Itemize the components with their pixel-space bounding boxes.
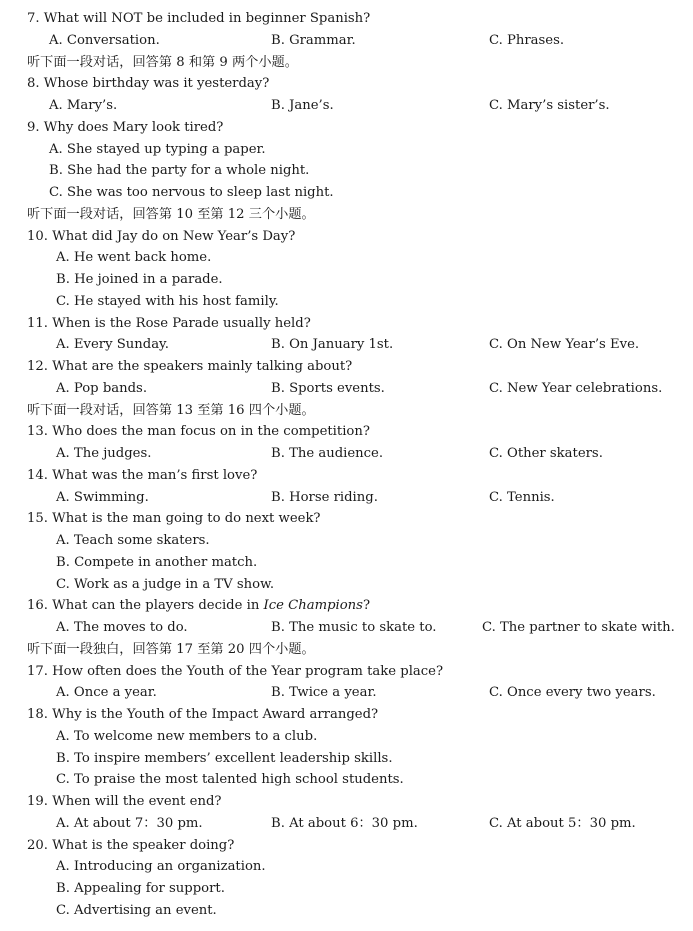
question-text: 8. Whose birthday was it yesterday? — [27, 76, 270, 92]
answer-option-a: A. Every Sunday. — [56, 337, 169, 353]
answer-option-b: B. On January 1st. — [271, 337, 394, 353]
answer-option-c: C. On New Year’s Eve. — [489, 337, 640, 353]
answer-option: A. Teach some skaters. — [56, 533, 210, 548]
answer-options-row — [0, 813, 693, 835]
question-text: 17. How often does the Youth of the Year program take place? — [27, 663, 444, 679]
exam-page — [0, 8, 693, 922]
answer-option: A. She stayed up typing a paper. — [49, 141, 266, 157]
answer-option-a: A. Mary’s. — [49, 98, 118, 113]
answer-options-row — [0, 378, 693, 400]
answer-option-b: B. Jane’s. — [271, 98, 334, 113]
question-text: 10. What did Jay do on New Year’s Day? — [27, 228, 296, 244]
answer-option-a: A. The moves to do. — [56, 620, 188, 635]
section-instruction: 听下面一段独白，回答第 17 至第 20 四个小题。 — [27, 641, 315, 657]
answer-option-b: B. Grammar. — [271, 32, 356, 48]
answer-option: A. He went back home. — [56, 250, 212, 266]
answer-option-b: B. The music to skate to. — [271, 620, 437, 635]
answer-option: B. Compete in another match. — [56, 554, 258, 570]
answer-option: B. He joined in a parade. — [56, 272, 223, 287]
question-text — [0, 595, 693, 617]
question-text: 9. Why does Mary look tired? — [27, 119, 224, 135]
section-instruction: 听下面一段对话，回答第 8 和第 9 两个小题。 — [27, 54, 298, 70]
section-instruction: 听下面一段对话，回答第 10 至第 12 三个小题。 — [27, 206, 315, 222]
answer-option: C. Advertising an event. — [56, 902, 217, 918]
answer-options-row — [0, 443, 693, 465]
question-text: 19. When will the event end? — [27, 794, 222, 809]
answer-option: B. She had the party for a whole night. — [49, 163, 310, 179]
answer-options-row — [0, 95, 693, 117]
question-text-main: 16. What can the players decide in — [27, 598, 264, 614]
answer-option-a: A. Once a year. — [56, 685, 157, 701]
answer-option-c: C. The partner to skate with. — [482, 620, 675, 635]
question-text: 12. What are the speakers mainly talking about? — [27, 359, 353, 374]
answer-option-b: B. At about 6：30 pm. — [271, 815, 418, 831]
question-text: 18. Why is the Youth of the Impact Award arranged? — [27, 707, 379, 722]
answer-option-b: B. Sports events. — [271, 380, 385, 396]
answer-option: A. Introducing an organization. — [56, 859, 266, 875]
answer-option-b: B. The audience. — [271, 446, 384, 461]
question-text-title: Ice Champions — [263, 598, 363, 614]
answer-option: A. To welcome new members to a club. — [56, 728, 318, 744]
answer-options-row — [0, 682, 693, 704]
answer-option-a: A. Pop bands. — [56, 380, 148, 396]
answer-option-a: A. At about 7：30 pm. — [56, 815, 203, 831]
question-text: 13. Who does the man focus on in the competition? — [27, 424, 370, 440]
section-instruction: 听下面一段对话，回答第 13 至第 16 四个小题。 — [27, 402, 315, 418]
question-text: 15. What is the man going to do next week? — [27, 511, 321, 527]
answer-option-a: A. Conversation. — [49, 32, 160, 48]
answer-option-c: C. At about 5：30 pm. — [489, 815, 636, 831]
answer-option-c: C. New Year celebrations. — [489, 380, 663, 396]
question-text: 20. What is the speaker doing? — [27, 837, 235, 853]
answer-options-row — [0, 617, 693, 639]
answer-option: B. To inspire members’ excellent leadership skills. — [56, 750, 393, 766]
answer-options-row — [0, 487, 693, 509]
answer-options-row — [0, 30, 693, 52]
answer-options-row — [0, 334, 693, 356]
answer-option-c: C. Once every two years. — [489, 685, 656, 701]
answer-option-c: C. Tennis. — [489, 489, 555, 505]
question-text: 11. When is the Rose Parade usually held? — [27, 315, 311, 331]
answer-option: C. She was too nervous to sleep last night. — [49, 185, 334, 200]
question-text: 14. What was the man’s first love? — [27, 467, 258, 483]
question-text-tail: ? — [362, 598, 371, 614]
answer-option: C. He stayed with his host family. — [56, 293, 279, 309]
answer-option-c: C. Mary’s sister’s. — [489, 98, 610, 113]
answer-option: B. Appealing for support. — [56, 881, 225, 896]
answer-option-c: C. Phrases. — [489, 32, 565, 48]
answer-option: C. To praise the most talented high school students. — [56, 772, 404, 788]
answer-option-a: A. Swimming. — [56, 489, 149, 505]
answer-option-a: A. The judges. — [56, 446, 152, 461]
answer-option: C. Work as a judge in a TV show. — [56, 576, 275, 592]
answer-option-c: C. Other skaters. — [489, 446, 603, 461]
question-text: 7. What will NOT be included in beginner Spanish? — [27, 11, 371, 26]
answer-option-b: B. Twice a year. — [271, 685, 377, 701]
answer-option-b: B. Horse riding. — [271, 489, 378, 505]
